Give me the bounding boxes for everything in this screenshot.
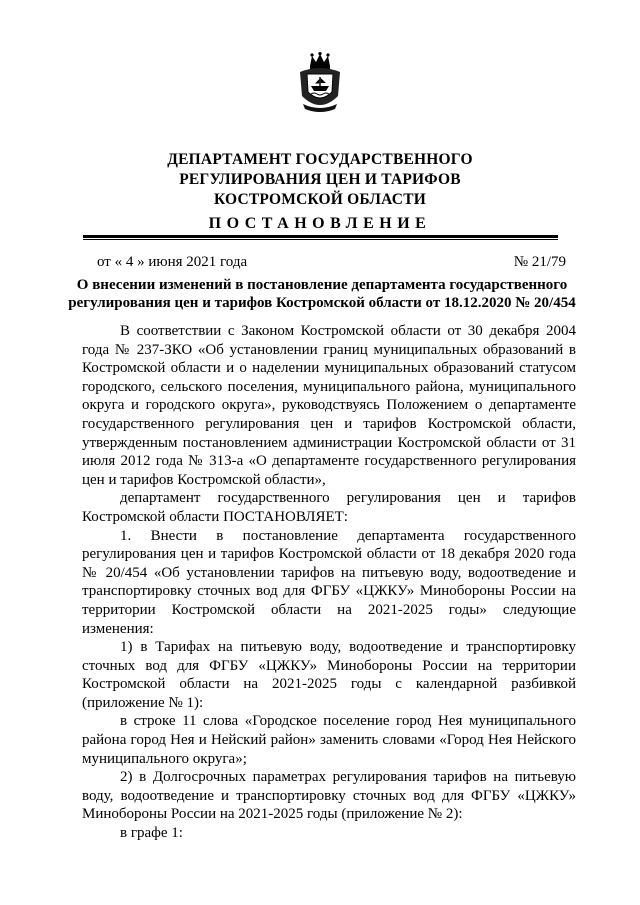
paragraph-column-1: в графе 1: (120, 825, 183, 842)
coat-of-arms-icon (297, 52, 343, 114)
paragraph-subitem-1: 1) в Тарифах на питьевую воду, водоотведение и транспортировку сточных вод для ФГБУ «ЦЖКУ» Минобороны России на территории Костромской области на 2021-2025 годы с календарной разбивкой (приложение № 1): (82, 639, 576, 711)
document-date: от « 4 » июня 2021 года (97, 254, 248, 270)
paragraph-subitem-2: 2) в Долгосрочных параметрах регулирования тарифов на питьевую воду, водоотведение и транспортировку сточных вод для ФГБУ «ЦЖКУ» Минобороны России на 2021-2025 годы (приложение № 2): (82, 769, 576, 823)
department-name-line-1: ДЕПАРТАМЕНТ ГОСУДАРСТВЕННОГО (167, 151, 473, 168)
document-number: № 21/79 (513, 254, 566, 270)
paragraph-row-11-change: в строке 11 слова «Городское поселение город Нея муниципального района город Нея и Нейский район» заменить словами «Город Нея Нейского муниципального округа»; (82, 713, 576, 767)
document-subject: О внесении изменений в постановление департамента государственного регулирования цен и тарифов Костромской области от 18.12.2020 № 20/454 (68, 277, 576, 311)
emblem (297, 52, 343, 114)
title-divider-thin (83, 239, 558, 240)
title-divider (83, 235, 558, 238)
document-body (82, 322, 576, 843)
paragraph-preamble: В соответствии с Законом Костромской области от 30 декабря 2004 года № 237-ЗКО «Об установлении границ муниципальных образований в Костромской области и о наделении муниципальных образований статусом городского, сельского поселения, муниципального района, муниципального округа и городского округа», руководствуясь Положением о департаменте государственного регулирования цен и тарифов Костромской области, утвержденным постановлением администрации Костромской области от 31 июля 2012 года № 313-а «О департаменте государственного регулирования цен и тарифов Костромской области», (82, 323, 576, 488)
paragraph-resolves: департамент государственного регулирования цен и тарифов Костромской области ПОСТАНОВЛЯЕТ: (82, 490, 576, 525)
document-type-title: ПОСТАНОВЛЕНИЕ (208, 215, 432, 232)
paragraph-item-1: 1. Внести в постановление департамента государственного регулирования цен и тарифов Костромской области от 18 декабря 2020 года № 20/454 «Об установлении тарифов на питьевую воду, водоотведение и транспортировку сточных вод для ФГБУ «ЦЖКУ» Минобороны России на территории Костромской области на 2021-2025 годы» следующие изменения: (82, 527, 576, 637)
department-name-line-3: КОСТРОМСКОЙ ОБЛАСТИ (213, 191, 426, 208)
department-name-line-2: РЕГУЛИРОВАНИЯ ЦЕН И ТАРИФОВ (179, 171, 461, 188)
